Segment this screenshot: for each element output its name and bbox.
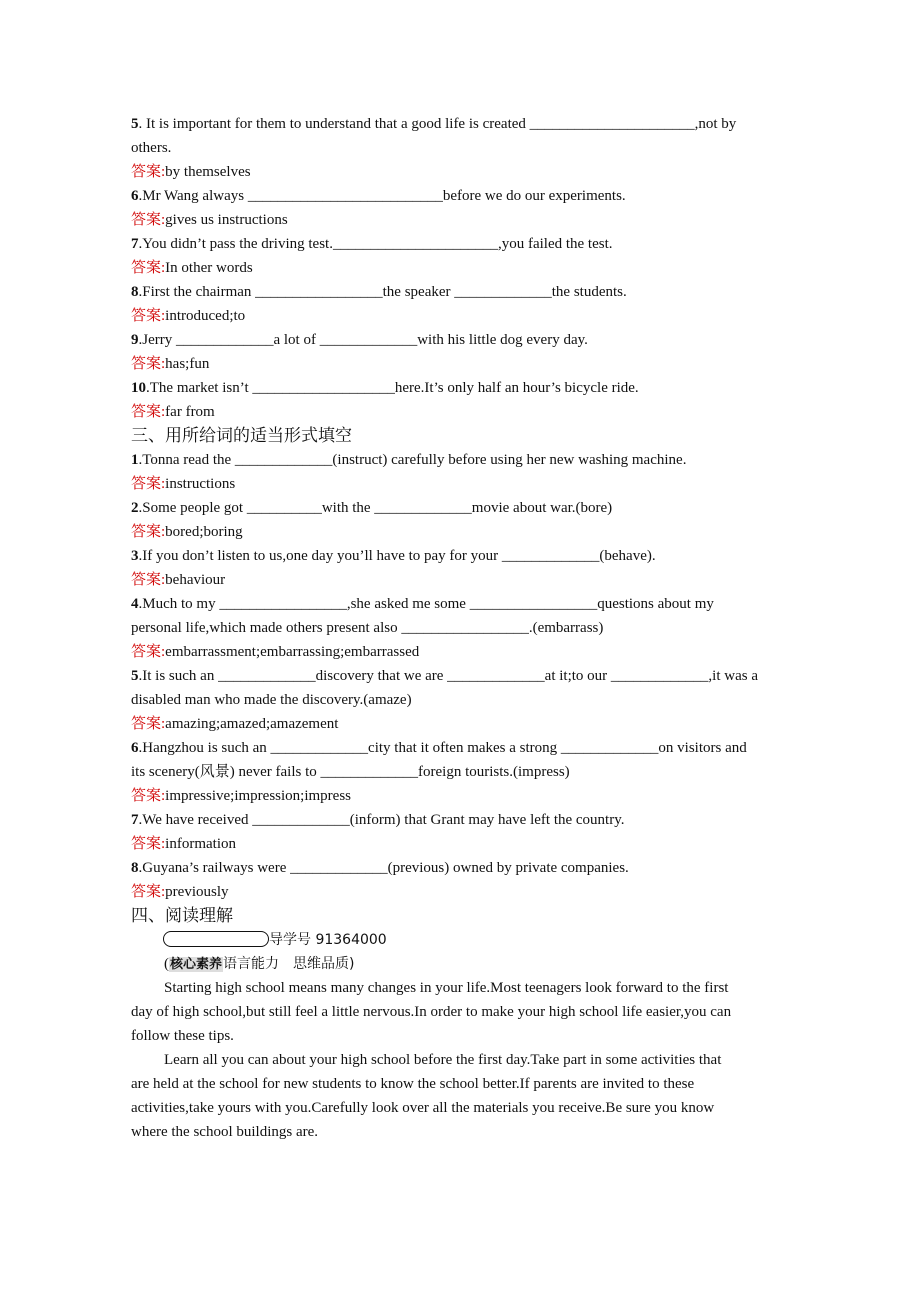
answer-line — [131, 832, 791, 856]
answer-label: 答案: — [131, 644, 166, 660]
core-text: 语言能力 思维品质) — [223, 956, 355, 972]
question-text: .Some people got __________with the _____________movie about war.(bore) — [138, 500, 613, 516]
question-line — [131, 760, 791, 784]
answer-label: 答案: — [131, 716, 166, 732]
question-number: 9 — [131, 332, 139, 348]
question-text: .You didn’t pass the driving test.______________________,you failed the test. — [138, 236, 613, 252]
question-line — [131, 184, 791, 208]
question-text: its scenery(风景) never fails to _____________foreign tourists.(impress) — [131, 764, 570, 780]
question-line — [131, 856, 791, 880]
answer-text: gives us instructions — [165, 212, 288, 228]
question-line — [131, 448, 791, 472]
question-text: personal life,which made others present also _________________.(embarrass) — [131, 620, 604, 636]
question-text: others. — [131, 140, 172, 156]
question-text: disabled man who made the discovery.(amaze) — [131, 692, 412, 708]
section-title: 四、阅读理解 — [131, 906, 233, 926]
question-text: .Much to my _________________,she asked me some _________________questions about my — [138, 596, 714, 612]
question-text: .Tonna read the _____________(instruct) carefully before using her new washing machine. — [138, 452, 687, 468]
paragraph-line: Starting high school means many changes in your life.Most teenagers look forward to the first — [164, 980, 729, 996]
question-line — [131, 688, 791, 712]
question-line — [131, 544, 791, 568]
answer-line — [131, 640, 791, 664]
question-text: .It is such an _____________discovery that we are _____________at it;to our _____________,it was a — [138, 668, 758, 684]
question-text: .If you don’t listen to us,one day you’ll have to pay for your _____________(behave). — [138, 548, 656, 564]
question-line — [131, 280, 791, 304]
answer-line — [131, 256, 791, 280]
question-line — [131, 736, 791, 760]
question-number: 8 — [131, 860, 139, 876]
question-line — [131, 376, 791, 400]
paragraph-line: activities,take yours with you.Carefully look over all the materials you receive.Be sure you know — [131, 1100, 715, 1116]
answer-line — [131, 568, 791, 592]
answer-text: far from — [165, 404, 215, 420]
answer-label: 答案: — [131, 572, 166, 588]
question-text: .Jerry _____________a lot of _____________with his little dog every day. — [138, 332, 588, 348]
question-number: 5 — [131, 668, 139, 684]
question-number: 5 — [131, 116, 139, 132]
answer-line — [131, 712, 791, 736]
paren: ( — [164, 956, 169, 972]
question-number: 4 — [131, 596, 139, 612]
answer-text: by themselves — [165, 164, 251, 180]
answer-label: 答案: — [131, 404, 166, 420]
document-content — [131, 112, 791, 1144]
question-number: 6 — [131, 188, 139, 204]
question-number: 7 — [131, 812, 139, 828]
answer-line — [131, 880, 791, 904]
question-line — [131, 664, 791, 688]
question-number: 1 — [131, 452, 139, 468]
answer-line — [131, 352, 791, 376]
section-title: 三、用所给词的适当形式填空 — [131, 426, 352, 446]
question-number: 2 — [131, 500, 139, 516]
paragraph-line: day of high school,but still feel a little nervous.In order to make your high school life easier,you can — [131, 1004, 732, 1020]
question-line — [131, 328, 791, 352]
answer-line — [131, 304, 791, 328]
answer-text: introduced;to — [165, 308, 246, 324]
answer-text: impressive;impression;impress — [165, 788, 351, 804]
answer-text: has;fun — [165, 356, 210, 372]
answer-text: amazing;amazed;amazement — [165, 716, 339, 732]
answer-text: In other words — [165, 260, 253, 276]
answer-label: 答案: — [131, 356, 166, 372]
guide-line — [131, 928, 791, 952]
answer-line — [131, 208, 791, 232]
core-badge: 核心素养 — [170, 957, 223, 972]
answer-label: 答案: — [131, 164, 166, 180]
paragraph-line: Learn all you can about your high school before the first day.Take part in some activities that — [164, 1052, 722, 1068]
question-number: 8 — [131, 284, 139, 300]
answer-label: 答案: — [131, 788, 166, 804]
question-line — [131, 136, 791, 160]
answer-line — [131, 160, 791, 184]
question-text: .Guyana’s railways were _____________(previous) owned by private companies. — [138, 860, 629, 876]
answer-line — [131, 472, 791, 496]
question-text: .First the chairman _________________the speaker _____________the students. — [138, 284, 627, 300]
question-line — [131, 616, 791, 640]
answer-label: 答案: — [131, 308, 166, 324]
guide-box — [163, 931, 269, 947]
answer-line — [131, 520, 791, 544]
answer-label: 答案: — [131, 884, 166, 900]
answer-line — [131, 400, 791, 424]
answer-text: instructions — [165, 476, 236, 492]
question-text: . It is important for them to understand that a good life is created ______________________,not by — [138, 116, 737, 132]
paragraph-line: are held at the school for new students to know the school better.If parents are invited to these — [131, 1076, 695, 1092]
answer-label: 答案: — [131, 476, 166, 492]
question-text: .We have received _____________(inform) that Grant may have left the country. — [138, 812, 625, 828]
question-number: 10 — [131, 380, 146, 396]
core-literacy-line — [131, 952, 791, 976]
question-number: 6 — [131, 740, 139, 756]
question-text: .Mr Wang always __________________________before we do our experiments. — [138, 188, 626, 204]
question-line — [131, 808, 791, 832]
question-line — [131, 496, 791, 520]
question-line — [131, 112, 791, 136]
guide-number: 导学号 91364000 — [269, 932, 387, 948]
answer-label: 答案: — [131, 260, 166, 276]
question-text: .Hangzhou is such an _____________city that it often makes a strong _____________on visitors and — [138, 740, 747, 756]
answer-text: bored;boring — [165, 524, 243, 540]
answer-text: behaviour — [165, 572, 226, 588]
question-line — [131, 592, 791, 616]
answer-label: 答案: — [131, 836, 166, 852]
answer-line — [131, 784, 791, 808]
question-number: 7 — [131, 236, 139, 252]
question-line — [131, 232, 791, 256]
paragraph-line: where the school buildings are. — [131, 1124, 319, 1140]
answer-text: previously — [165, 884, 229, 900]
answer-label: 答案: — [131, 212, 166, 228]
question-text: .The market isn’t ___________________here.It’s only half an hour’s bicycle ride. — [146, 380, 639, 396]
answer-text: embarrassment;embarrassing;embarrassed — [165, 644, 420, 660]
answer-text: information — [165, 836, 236, 852]
question-number: 3 — [131, 548, 139, 564]
paragraph-line: follow these tips. — [131, 1028, 234, 1044]
answer-label: 答案: — [131, 524, 166, 540]
